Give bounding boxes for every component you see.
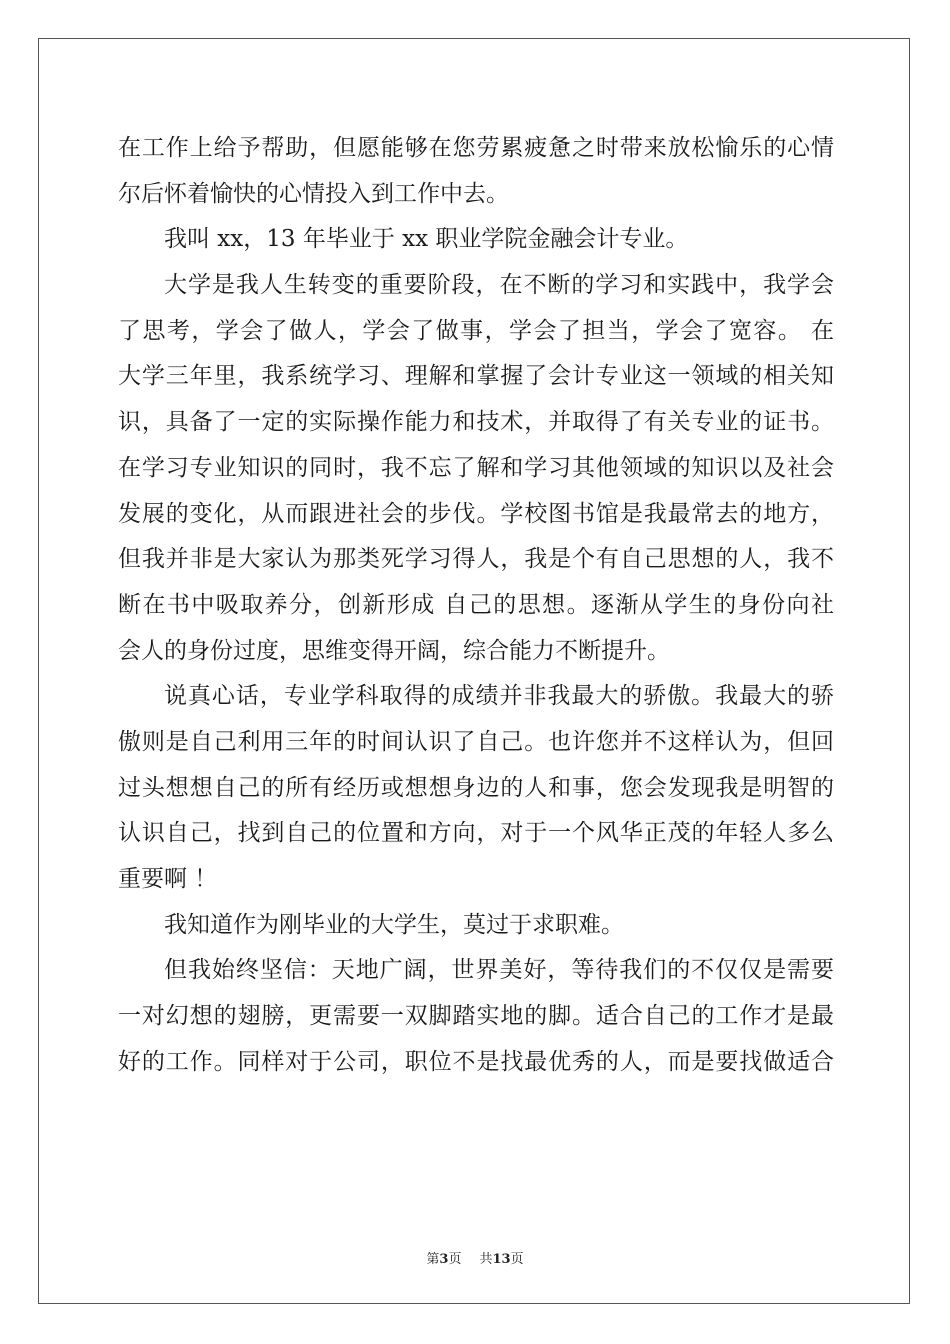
text-line: 认识自己，找到自己的位置和方向，对于一个风华正茂的年轻人多么 xyxy=(118,820,834,847)
text-line: 断在书中吸取养分，创新形成 自己的思想。逐渐从学生的身份向社 xyxy=(118,591,834,618)
text-line: 但我始终坚信：天地广阔，世界美好，等待我们的不仅仅是需要 xyxy=(164,957,834,984)
text-line: 一对幻想的翅膀，更需要一双脚踏实地的脚。适合自己的工作才是最 xyxy=(118,1003,834,1030)
page-suffix: 页 xyxy=(448,1252,462,1267)
text-line: 但我并非是大家认为那类死学习得人，我是个有自己思想的人，我不 xyxy=(118,546,834,573)
text-line: 重要啊 ！ xyxy=(118,866,218,892)
text-line: 大学是我人生转变的重要阶段，在不断的学习和实践中，我学会 xyxy=(164,272,834,299)
text-line: 在工作上给予帮助，但愿能够在您劳累疲惫之时带来放松愉乐的心情 xyxy=(118,135,834,161)
text-line: 在学习专业知识的同时，我不忘了解和学习其他领域的知识以及社会 xyxy=(118,454,834,481)
text-line: 了思考，学会了做人，学会了做事，学会了担当，学会了宽容。 在 xyxy=(118,317,834,344)
page-number: 3 xyxy=(439,1252,449,1267)
page-prefix: 第 xyxy=(426,1252,440,1267)
text-line: 我叫 xx，13 年毕业于 xx 职业学院金融会计专业。 xyxy=(164,226,689,253)
text-line: 好的工作。同样对于公司，职位不是找最优秀的人，而是要找做适合 xyxy=(118,1048,834,1075)
text-line: 发展的变化，从而跟进社会的步伐。学校图书馆是我最常去的地方， xyxy=(118,500,834,527)
text-line: 识，具备了一定的实际操作能力和技术，并取得了有关专业的证书。 xyxy=(118,409,834,436)
page-footer xyxy=(0,1248,950,1267)
text-line: 我知道作为刚毕业的大学生，莫过于求职难。 xyxy=(164,911,624,938)
text-line: 过头想想自己的所有经历或想想身边的人和事，您会发现我是明智的 xyxy=(118,774,834,801)
text-line: 尔后怀着愉快的心情投入到工作中去。 xyxy=(118,180,509,207)
document-body xyxy=(118,126,834,1085)
text-line: 傲则是自己利用三年的时间认识了自己。也许您并不这样认为，但回 xyxy=(118,728,834,755)
total-prefix: 共 xyxy=(479,1252,493,1267)
text-line: 说真心话，专业学科取得的成绩并非我最大的骄傲。我最大的骄 xyxy=(164,683,834,710)
text-line: 会人的身份过度，思维变得开阔，综合能力不断提升。 xyxy=(118,637,670,664)
text-line: 大学三年里，我系统学习、理解和掌握了会计专业这一领域的相关知 xyxy=(118,363,834,390)
total-suffix: 页 xyxy=(510,1252,524,1267)
total-pages: 13 xyxy=(492,1252,511,1267)
